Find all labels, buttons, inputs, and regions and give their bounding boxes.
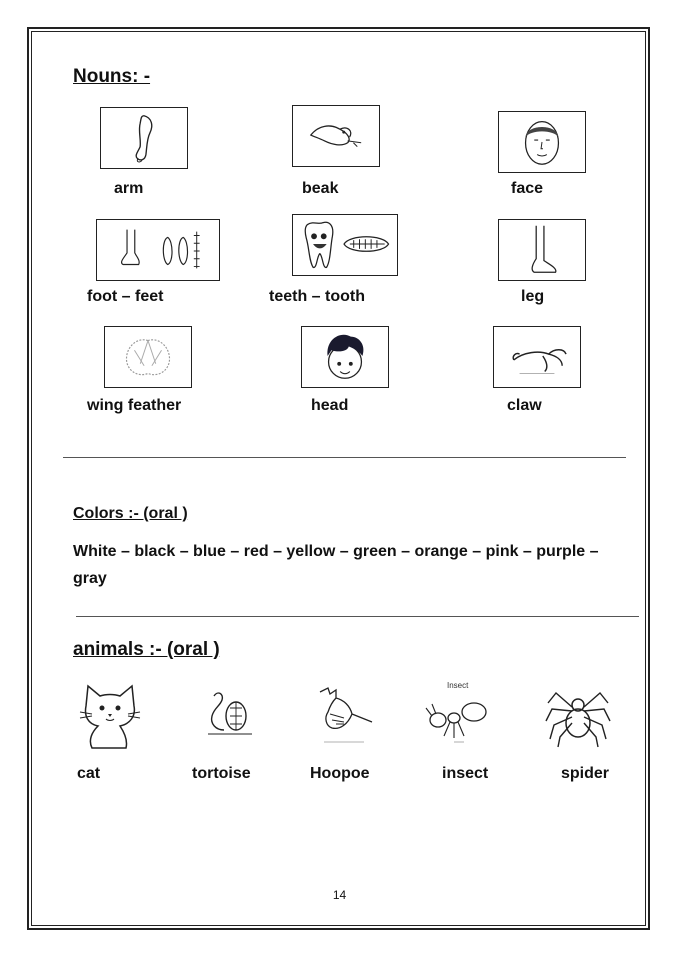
wing-feather-icon xyxy=(105,327,191,387)
colors-heading: Colors :- (oral ) xyxy=(73,505,188,522)
noun-label-beak: beak xyxy=(302,180,339,197)
arm-icon xyxy=(101,108,187,168)
animal-label-hoopoe: Hoopoe xyxy=(310,765,370,782)
insect-caption: Insect xyxy=(447,681,469,690)
head-icon xyxy=(302,327,388,387)
hoopoe-icon xyxy=(314,684,376,748)
arm-picture xyxy=(100,107,188,169)
noun-label-teeth-tooth: teeth – tooth xyxy=(269,288,365,305)
noun-label-leg: leg xyxy=(521,288,545,305)
noun-label-arm: arm xyxy=(114,180,144,197)
beak-picture xyxy=(292,105,380,167)
animal-label-insect: insect xyxy=(442,765,489,782)
section-divider-2 xyxy=(76,616,639,617)
section-divider-1 xyxy=(63,457,626,458)
wing-feather-picture xyxy=(104,326,192,388)
foot-feet-icon xyxy=(97,220,219,280)
noun-label-face: face xyxy=(511,180,544,197)
face-icon xyxy=(499,112,585,172)
claw-icon xyxy=(494,327,580,387)
colors-list: White – black – blue – red – yellow – green – orange – pink – purple – gray xyxy=(73,543,599,587)
teeth-tooth-icon xyxy=(293,215,397,275)
beak-icon xyxy=(293,106,379,166)
noun-label-foot-feet: foot – feet xyxy=(87,288,164,305)
leg-picture xyxy=(498,219,586,281)
animals-heading: animals :- (oral ) xyxy=(73,639,220,660)
noun-label-head: head xyxy=(311,397,349,414)
noun-label-wing-feather: wing feather xyxy=(87,397,182,414)
animal-label-tortoise: tortoise xyxy=(192,765,251,782)
teeth-tooth-picture xyxy=(292,214,398,276)
page-number: 14 xyxy=(332,888,347,902)
animal-label-spider: spider xyxy=(561,765,610,782)
insect-icon xyxy=(424,694,490,746)
face-picture xyxy=(498,111,586,173)
claw-picture xyxy=(493,326,581,388)
spider-icon xyxy=(542,681,614,749)
spider-picture xyxy=(542,681,614,749)
tortoise-icon xyxy=(200,686,256,742)
cat-picture xyxy=(72,676,146,752)
nouns-heading: Nouns: - xyxy=(73,66,151,87)
insect-picture xyxy=(424,694,490,746)
head-picture xyxy=(301,326,389,388)
noun-label-claw: claw xyxy=(507,397,542,414)
animal-label-cat: cat xyxy=(77,765,101,782)
hoopoe-picture xyxy=(314,684,376,748)
cat-icon xyxy=(72,676,146,752)
foot-feet-picture xyxy=(96,219,220,281)
leg-icon xyxy=(499,220,585,280)
tortoise-picture xyxy=(200,686,256,742)
